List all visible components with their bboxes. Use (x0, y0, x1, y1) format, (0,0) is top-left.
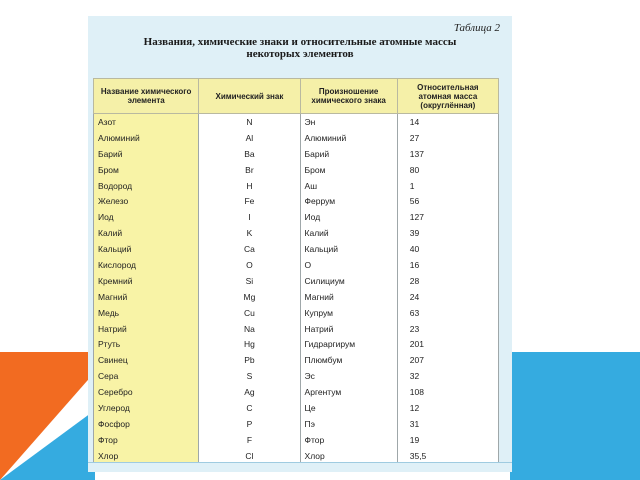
cell-chemical-symbol: Mg (199, 289, 300, 305)
cell-pronunciation: Феррум (300, 193, 397, 209)
cell-chemical-symbol: H (199, 178, 300, 194)
cell-pronunciation: Эс (300, 368, 397, 384)
slide-decoration-blue-right (510, 352, 640, 480)
table-row (94, 336, 499, 352)
cell-chemical-symbol: Cu (199, 305, 300, 321)
cell-element-name: Кальций (94, 241, 199, 257)
table-row (94, 225, 499, 241)
cell-pronunciation: Гидраргирум (300, 336, 397, 352)
cell-element-name: Углерод (94, 400, 199, 416)
table-row (94, 368, 499, 384)
table-header-row (94, 79, 499, 114)
table-body (94, 114, 499, 473)
cell-atomic-mass: 24 (397, 289, 498, 305)
cell-atomic-mass: 35,5 (397, 448, 498, 464)
table-row (94, 400, 499, 416)
cell-chemical-symbol: P (199, 416, 300, 432)
cell-pronunciation: Аш (300, 178, 397, 194)
cell-chemical-symbol: Br (199, 162, 300, 178)
header-element-name: Название химического элемента (94, 79, 199, 114)
table-row (94, 305, 499, 321)
table-row (94, 146, 499, 162)
table-row (94, 130, 499, 146)
header-pronunciation: Произношение химического знака (300, 79, 397, 114)
cell-element-name: Барий (94, 146, 199, 162)
cell-pronunciation: Натрий (300, 321, 397, 337)
table-row (94, 416, 499, 432)
page-footer-band (88, 462, 512, 472)
table-row (94, 193, 499, 209)
cell-pronunciation: Эн (300, 114, 397, 130)
cell-pronunciation: Фтор (300, 432, 397, 448)
cell-pronunciation: Це (300, 400, 397, 416)
table-row (94, 209, 499, 225)
cell-pronunciation: Барий (300, 146, 397, 162)
cell-element-name: Ртуть (94, 336, 199, 352)
table-row (94, 114, 499, 130)
cell-element-name: Хлор (94, 448, 199, 464)
table-caption (96, 36, 504, 60)
cell-chemical-symbol: Ag (199, 384, 300, 400)
cell-element-name: Азот (94, 114, 199, 130)
cell-atomic-mass: 137 (397, 146, 498, 162)
cell-atomic-mass: 31 (397, 416, 498, 432)
cell-element-name: Калий (94, 225, 199, 241)
table-row (94, 352, 499, 368)
cell-chemical-symbol: Cl (199, 448, 300, 464)
cell-chemical-symbol: C (199, 400, 300, 416)
cell-atomic-mass: 39 (397, 225, 498, 241)
cell-chemical-symbol: N (199, 114, 300, 130)
cell-atomic-mass: 12 (397, 400, 498, 416)
cell-chemical-symbol: Fe (199, 193, 300, 209)
cell-pronunciation: Магний (300, 289, 397, 305)
cell-pronunciation: Калий (300, 225, 397, 241)
cell-chemical-symbol: Na (199, 321, 300, 337)
cell-element-name: Алюминий (94, 130, 199, 146)
caption-line-1: Названия, химические знаки и относительные атомные массы (143, 36, 457, 48)
cell-element-name: Водород (94, 178, 199, 194)
cell-chemical-symbol: Ba (199, 146, 300, 162)
cell-element-name: Фосфор (94, 416, 199, 432)
cell-pronunciation: Иод (300, 209, 397, 225)
cell-atomic-mass: 28 (397, 273, 498, 289)
table-row (94, 432, 499, 448)
cell-element-name: Натрий (94, 321, 199, 337)
cell-element-name: Сера (94, 368, 199, 384)
cell-pronunciation: Купрум (300, 305, 397, 321)
cell-atomic-mass: 40 (397, 241, 498, 257)
cell-element-name: Бром (94, 162, 199, 178)
cell-chemical-symbol: O (199, 257, 300, 273)
cell-pronunciation: Бром (300, 162, 397, 178)
cell-pronunciation: О (300, 257, 397, 273)
cell-atomic-mass: 19 (397, 432, 498, 448)
cell-element-name: Железо (94, 193, 199, 209)
cell-element-name: Фтор (94, 432, 199, 448)
cell-atomic-mass: 1 (397, 178, 498, 194)
cell-element-name: Кислород (94, 257, 199, 273)
cell-atomic-mass: 14 (397, 114, 498, 130)
cell-atomic-mass: 16 (397, 257, 498, 273)
cell-pronunciation: Аргентум (300, 384, 397, 400)
cell-atomic-mass: 27 (397, 130, 498, 146)
cell-element-name: Медь (94, 305, 199, 321)
table-row (94, 273, 499, 289)
table-row (94, 321, 499, 337)
textbook-page (88, 16, 512, 472)
table-row (94, 384, 499, 400)
table-row (94, 289, 499, 305)
cell-element-name: Магний (94, 289, 199, 305)
cell-pronunciation: Пэ (300, 416, 397, 432)
header-chemical-symbol: Химический знак (199, 79, 300, 114)
caption-line-2: некоторых элементов (246, 48, 354, 60)
table-row (94, 257, 499, 273)
cell-chemical-symbol: Al (199, 130, 300, 146)
cell-atomic-mass: 80 (397, 162, 498, 178)
cell-atomic-mass: 63 (397, 305, 498, 321)
header-atomic-mass: Относительная атомная масса (округлённая) (397, 79, 498, 114)
cell-atomic-mass: 23 (397, 321, 498, 337)
cell-atomic-mass: 32 (397, 368, 498, 384)
table-row (94, 241, 499, 257)
cell-chemical-symbol: F (199, 432, 300, 448)
table-row (94, 162, 499, 178)
cell-pronunciation: Алюминий (300, 130, 397, 146)
table-number: Таблица 2 (453, 22, 500, 34)
cell-atomic-mass: 207 (397, 352, 498, 368)
cell-chemical-symbol: Si (199, 273, 300, 289)
cell-chemical-symbol: Ca (199, 241, 300, 257)
cell-chemical-symbol: K (199, 225, 300, 241)
cell-atomic-mass: 56 (397, 193, 498, 209)
cell-element-name: Кремний (94, 273, 199, 289)
cell-atomic-mass: 127 (397, 209, 498, 225)
cell-atomic-mass: 201 (397, 336, 498, 352)
cell-chemical-symbol: I (199, 209, 300, 225)
elements-table (93, 78, 499, 472)
cell-chemical-symbol: S (199, 368, 300, 384)
cell-pronunciation: Кальций (300, 241, 397, 257)
cell-pronunciation: Хлор (300, 448, 397, 464)
cell-atomic-mass: 108 (397, 384, 498, 400)
cell-chemical-symbol: Pb (199, 352, 300, 368)
cell-chemical-symbol: Hg (199, 336, 300, 352)
cell-pronunciation: Силициум (300, 273, 397, 289)
cell-pronunciation: Плюмбум (300, 352, 397, 368)
table-row (94, 178, 499, 194)
cell-element-name: Серебро (94, 384, 199, 400)
cell-element-name: Иод (94, 209, 199, 225)
cell-element-name: Свинец (94, 352, 199, 368)
